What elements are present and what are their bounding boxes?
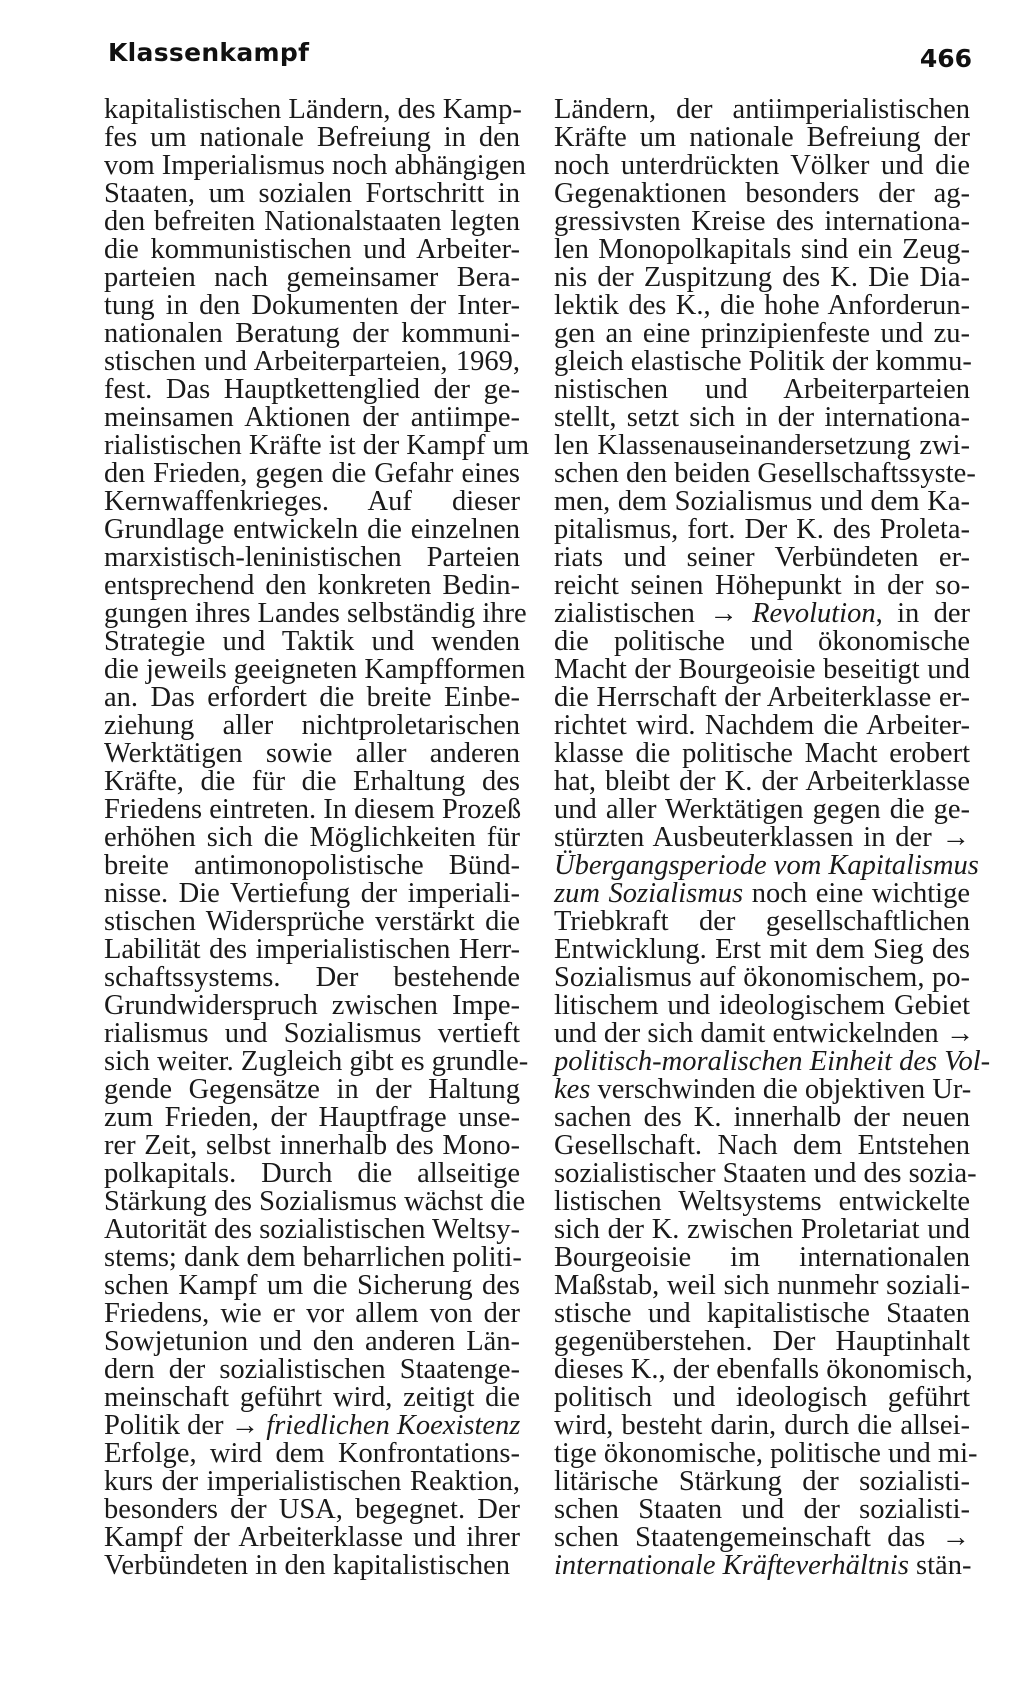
text-line: meinsamen Aktionen der antiimpe- — [104, 402, 520, 433]
text-line: sich der K. zwischen Proletariat und — [554, 1214, 970, 1245]
text-line: Ländern, der antiimperialistischen — [554, 94, 970, 125]
text-line: den Frieden, gegen die Gefahr eines — [104, 458, 520, 489]
text-line: men, dem Sozialismus und dem Ka- — [554, 486, 970, 517]
text-line: gleich elastische Politik der kommu- — [554, 346, 972, 377]
text-line: zum Frieden, der Hauptfrage unse- — [104, 1102, 520, 1133]
text-line: gende Gegensätze in der Haltung — [104, 1074, 520, 1105]
text-line: Sowjetunion und den anderen Län- — [104, 1326, 520, 1357]
text-line: die politische und ökonomische — [554, 626, 970, 657]
text-line: Macht der Bourgeoisie beseitigt und — [554, 654, 970, 685]
text-line: Autorität des sozialistischen Weltsy- — [104, 1214, 520, 1245]
text-line: hat, bleibt der K. der Arbeiterklasse — [554, 766, 970, 797]
text-line: rialismus und Sozialismus vertieft — [104, 1018, 520, 1049]
text-line: riats und seiner Verbündeten er- — [554, 542, 970, 573]
text-line: nisse. Die Vertiefung der imperiali- — [104, 878, 520, 909]
text-line: und der sich damit entwickelnden → — [554, 1018, 975, 1049]
left-text-column — [104, 94, 529, 1581]
text-line: stems; dank dem beharrlichen politi- — [104, 1242, 522, 1273]
text-line: lektik des K., die hohe Anforderun- — [554, 290, 970, 321]
text-line: Triebkraft der gesellschaftlichen — [554, 906, 970, 937]
text-line: schen Kampf um die Sicherung des — [104, 1270, 520, 1301]
text-line: dieses K., der ebenfalls ökonomisch, — [554, 1354, 973, 1385]
text-line: Maßstab, weil sich nunmehr soziali- — [554, 1270, 970, 1301]
running-head: Klassenkampf — [108, 38, 310, 67]
text-line: Stärkung des Sozialismus wächst die — [104, 1186, 526, 1217]
text-line: dern der sozialistischen Staatenge- — [104, 1354, 520, 1385]
text-line: noch unterdrückten Völker und die — [554, 150, 970, 181]
text-line: politisch-moralischen Einheit des Vol- — [554, 1046, 991, 1077]
text-line: Strategie und Taktik und wenden — [104, 626, 520, 657]
text-line: erhöhen sich die Möglichkeiten für — [104, 822, 520, 853]
text-line: marxistisch-leninistischen Parteien — [104, 542, 520, 573]
text-line: kurs der imperialistischen Reaktion, — [104, 1466, 520, 1497]
text-line: entsprechend den konkreten Bedin- — [104, 570, 520, 601]
text-line: litischem und ideologischem Gebiet — [554, 990, 970, 1021]
text-line: die Herrschaft der Arbeiterklasse er- — [554, 682, 970, 713]
text-line: Entwicklung. Erst mit dem Sieg des — [554, 934, 970, 965]
text-line: Erfolge, wird dem Konfrontations- — [104, 1438, 520, 1469]
text-line: gungen ihres Landes selbständig ihre — [104, 598, 527, 629]
text-line: Friedens, wie er vor allem von der — [104, 1298, 520, 1329]
text-line: Sozialismus auf ökonomischem, po- — [554, 962, 970, 993]
text-line: kes verschwinden die objektiven Ur- — [554, 1074, 972, 1105]
text-line: sich weiter. Zugleich gibt es grundle- — [104, 1046, 529, 1077]
text-line: Übergangsperiode vom Kapitalismus — [554, 850, 979, 881]
text-line: stellt, setzt sich in der internationa- — [554, 402, 970, 433]
text-line: rialistischen Kräfte ist der Kampf um — [104, 430, 529, 461]
text-line: rer Zeit, selbst innerhalb des Mono- — [104, 1130, 520, 1161]
text-line: wird, besteht darin, durch die allsei- — [554, 1410, 970, 1441]
text-line: Politik der → friedlichen Koexistenz — [104, 1410, 521, 1441]
text-line: gen an eine prinzipienfeste und zu- — [554, 318, 970, 349]
text-line: Labilität des imperialistischen Herr- — [104, 934, 520, 965]
text-line: Kräfte um nationale Befreiung der — [554, 122, 970, 153]
text-line: meinschaft geführt wird, zeitigt die — [104, 1382, 520, 1413]
text-line: und aller Werktätigen gegen die ge- — [554, 794, 970, 825]
text-line: nis der Zuspitzung des K. Die Dia- — [554, 262, 970, 293]
text-line: pitalismus, fort. Der K. des Proleta- — [554, 514, 970, 545]
text-line: listischen Weltsystems entwickelte — [554, 1186, 970, 1217]
text-line: parteien nach gemeinsamer Bera- — [104, 262, 520, 293]
text-line: stischen Widersprüche verstärkt die — [104, 906, 520, 937]
text-line: die jeweils geeigneten Kampfformen — [104, 654, 526, 685]
text-line: schen Staatengemeinschaft das → — [554, 1522, 970, 1553]
text-line: den befreiten Nationalstaaten legten — [104, 206, 520, 237]
text-line: politisch und ideologisch geführt — [554, 1382, 970, 1413]
text-line: Grundlage entwickeln die einzelnen — [104, 514, 520, 545]
text-line: Grundwiderspruch zwischen Impe- — [104, 990, 520, 1021]
text-line: gressivsten Kreise des internationa- — [554, 206, 970, 237]
text-line: an. Das erfordert die breite Einbe- — [104, 682, 520, 713]
text-line: schen Staaten und der sozialisti- — [554, 1494, 970, 1525]
text-line: breite antimonopolistische Bünd- — [104, 850, 520, 881]
text-line: tige ökonomische, politische und mi- — [554, 1438, 978, 1469]
text-line: internationale Kräfteverhältnis stän- — [554, 1550, 972, 1581]
text-line: Bourgeoisie im internationalen — [554, 1242, 970, 1273]
text-line: gegenüberstehen. Der Hauptinhalt — [554, 1326, 970, 1357]
text-line: Gesellschaft. Nach dem Entstehen — [554, 1130, 970, 1161]
text-line: Kräfte, die für die Erhaltung des — [104, 766, 520, 797]
text-line: Kampf der Arbeiterklasse und ihrer — [104, 1522, 520, 1553]
text-line: besonders der USA, begegnet. Der — [104, 1494, 520, 1525]
text-line: nistischen und Arbeiterparteien — [554, 374, 970, 405]
text-line: reicht seinen Höhepunkt in der so- — [554, 570, 970, 601]
text-line: Verbündeten in den kapitalistischen — [104, 1550, 511, 1581]
text-line: vom Imperialismus noch abhängigen — [104, 150, 526, 181]
text-line: kapitalistischen Ländern, des Kamp- — [104, 94, 522, 125]
text-line: zialistischen → Revolution, in der — [554, 598, 970, 629]
text-line: klasse die politische Macht erobert — [554, 738, 970, 769]
text-line: ziehung aller nichtproletarischen — [104, 710, 520, 741]
text-line: die kommunistischen und Arbeiter- — [104, 234, 520, 265]
text-line: stürzten Ausbeuterklassen in der → — [554, 822, 970, 853]
text-line: nationalen Beratung der kommuni- — [104, 318, 520, 349]
text-line: fes um nationale Befreiung in den — [104, 122, 520, 153]
text-line: tung in den Dokumenten der Inter- — [104, 290, 520, 321]
text-line: polkapitals. Durch die allseitige — [104, 1158, 520, 1189]
text-line: schaftssystems. Der bestehende — [104, 962, 520, 993]
text-line: len Klassenauseinandersetzung zwi- — [554, 430, 970, 461]
text-line: len Monopolkapitals sind ein Zeug- — [554, 234, 970, 265]
text-line: fest. Das Hauptkettenglied der ge- — [104, 374, 520, 405]
text-line: Staaten, um sozialen Fortschritt in — [104, 178, 520, 209]
text-line: richtet wird. Nachdem die Arbeiter- — [554, 710, 970, 741]
text-line: litärische Stärkung der sozialisti- — [554, 1466, 970, 1497]
text-line: sachen des K. innerhalb der neuen — [554, 1102, 970, 1133]
text-line: Kernwaffenkrieges. Auf dieser — [104, 486, 520, 517]
text-line: zum Sozialismus noch eine wichtige — [554, 878, 970, 909]
text-line: schen den beiden Gesellschaftssyste- — [554, 458, 976, 489]
text-line: Gegenaktionen besonders der ag- — [554, 178, 970, 209]
text-line: Friedens eintreten. In diesem Prozeß — [104, 794, 522, 825]
right-text-column — [554, 94, 991, 1581]
text-line: Werktätigen sowie aller anderen — [104, 738, 520, 769]
text-line: stischen und Arbeiterparteien, 1969, — [104, 346, 520, 377]
text-line: stische und kapitalistische Staaten — [554, 1298, 970, 1329]
page-number: 466 — [919, 44, 972, 73]
text-line: sozialistischer Staaten und des sozia- — [554, 1158, 977, 1189]
page-header — [0, 0, 1024, 100]
